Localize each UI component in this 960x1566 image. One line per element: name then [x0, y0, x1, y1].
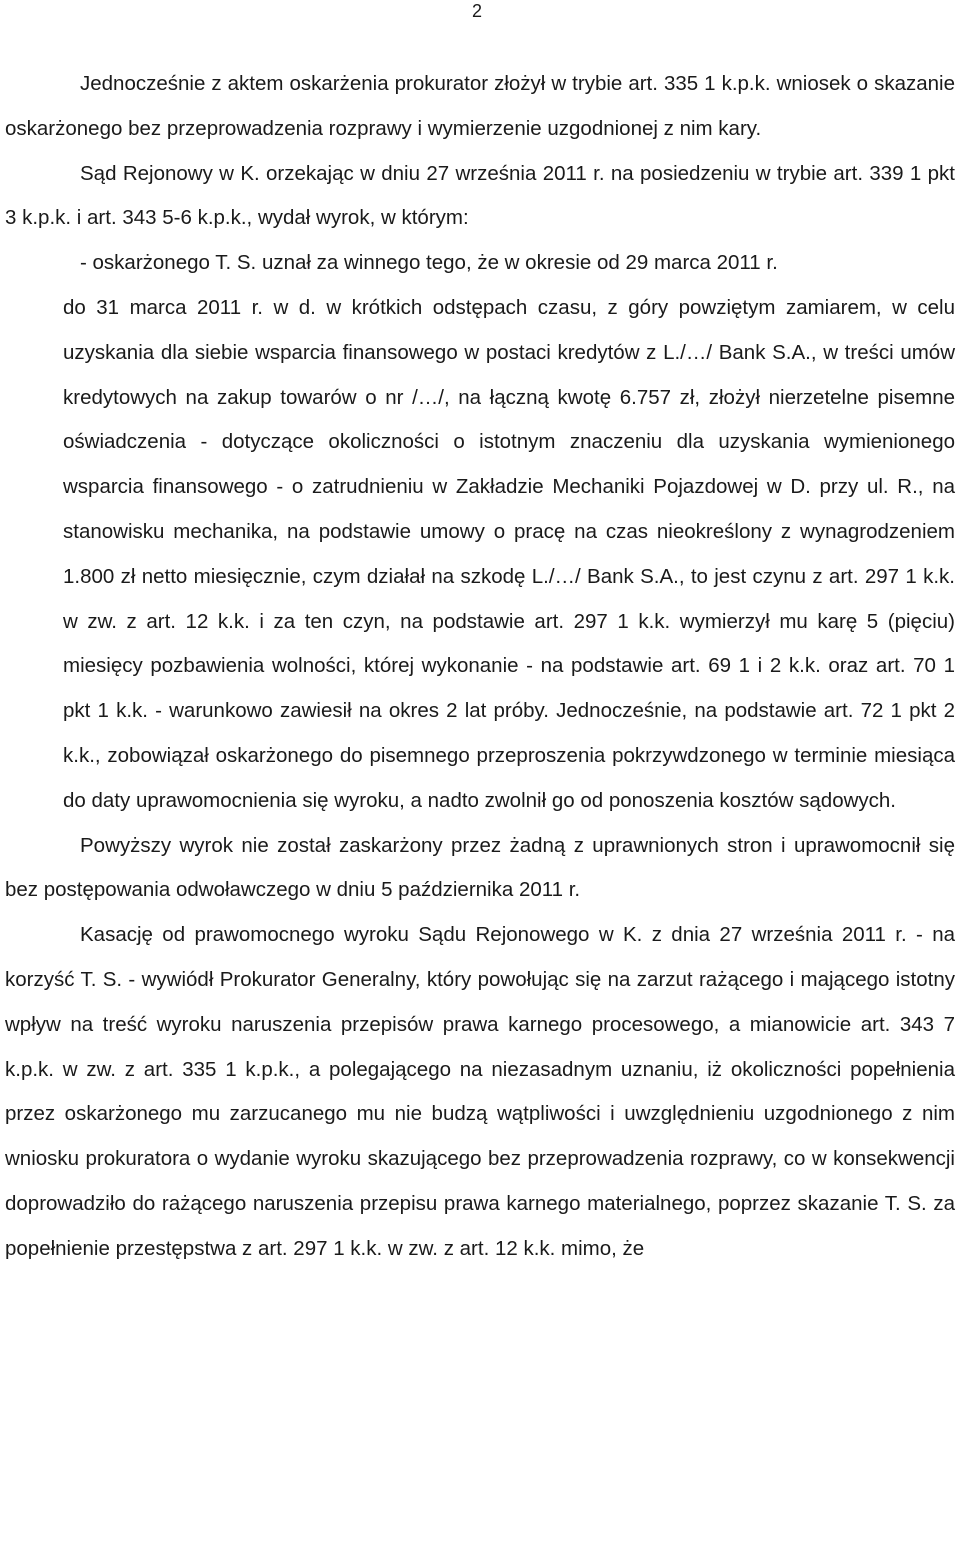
document-body	[5, 62, 955, 1272]
page-number: 2	[472, 1, 483, 21]
paragraph-motion: Jednocześnie z aktem oskarżenia prokurator złożył w trybie art. 335 1 k.p.k. wniosek o skazanie oskarżonego bez przeprowadzenia rozprawy i wymierzenie uzgodnionej z nim kary.	[5, 72, 955, 140]
paragraph-finality: Powyższy wyrok nie został zaskarżony przez żadną z uprawnionych stron i uprawomocnił się bez postępowania odwoławczego w dniu 5 października 2011 r.	[5, 833, 955, 902]
paragraph-charge-start: - oskarżonego T. S. uznał za winnego tego, że w okresie od 29 marca 2011 r.	[80, 251, 778, 275]
paragraph-cassation: Kasację od prawomocnego wyroku Sądu Rejonowego w K. z dnia 27 września 2011 r. - na korzyść T. S. - wywiódł Prokurator Generalny, który powołując się na zarzut rażącego i mającego istotny wpływ na treść wyroku naruszenia przepisów prawa karnego procesowego, a mianowicie art. 343 7 k.p.k. w zw. z art. 335 1 k.p.k., a polegającego na niezasadnym uznaniu, iż okoliczności popełnienia przez oskarżonego mu zarzucanego mu nie budzą wątpliwości i uwzględnieniu uzgodnionego z nim wniosku prokuratora o wydanie wyroku skazującego bez przeprowadzenia rozprawy, co w konsekwencji doprowadziło do rażącego naruszenia przepisu prawa karnego materialnego, poprzez skazanie T. S. za popełnienie przestępstwa z art. 297 1 k.k. w zw. z art. 12 k.k. mimo, że	[5, 923, 955, 1260]
paragraph-charge-detail: do 31 marca 2011 r. w d. w krótkich odstępach czasu, z góry powziętym zamiarem, w celu uzyskania dla siebie wsparcia finansowego w postaci kredytów z L./…/ Bank S.A., w treści umów kredytowych na zakup towarów o nr /…/, na łączną kwotę 6.757 zł, złożył nierzetelne pisemne oświadczenia - dotyczące okoliczności o istotnym znaczeniu dla uzyskania wymienionego wsparcia finansowego - o zatrudnieniu w Zakładzie Mechaniki Pojazdowej w D. przy ul. R., na stanowisku mechanika, na podstawie umowy o pracę na czas nieokreślony z wynagrodzeniem 1.800 zł netto miesięcznie, czym działał na szkodę L./…/ Bank S.A., to jest czynu z art. 297 1 k.k. w zw. z art. 12 k.k. i za ten czyn, na podstawie art. 297 1 k.k. wymierzył mu karę 5 (pięciu) miesięcy pozbawienia wolności, której wykonanie - na podstawie art. 69 1 i 2 k.k. oraz art. 70 1 pkt 1 k.k. - warunkowo zawiesił na okres 2 lat próby. Jednocześnie, na podstawie art. 72 1 pkt 2 k.k., zobowiązał oskarżonego do pisemnego przeproszenia pokrzywdzonego w terminie miesiąca do daty uprawomocnienia się wyroku, a nadto zwolnił go od ponoszenia kosztów sądowych.	[63, 295, 955, 812]
paragraph-judgment-intro: Sąd Rejonowy w K. orzekając w dniu 27 września 2011 r. na posiedzeniu w trybie art. 339 1 pkt 3 k.p.k. i art. 343 5-6 k.p.k., wydał wyrok, w którym:	[5, 161, 955, 230]
